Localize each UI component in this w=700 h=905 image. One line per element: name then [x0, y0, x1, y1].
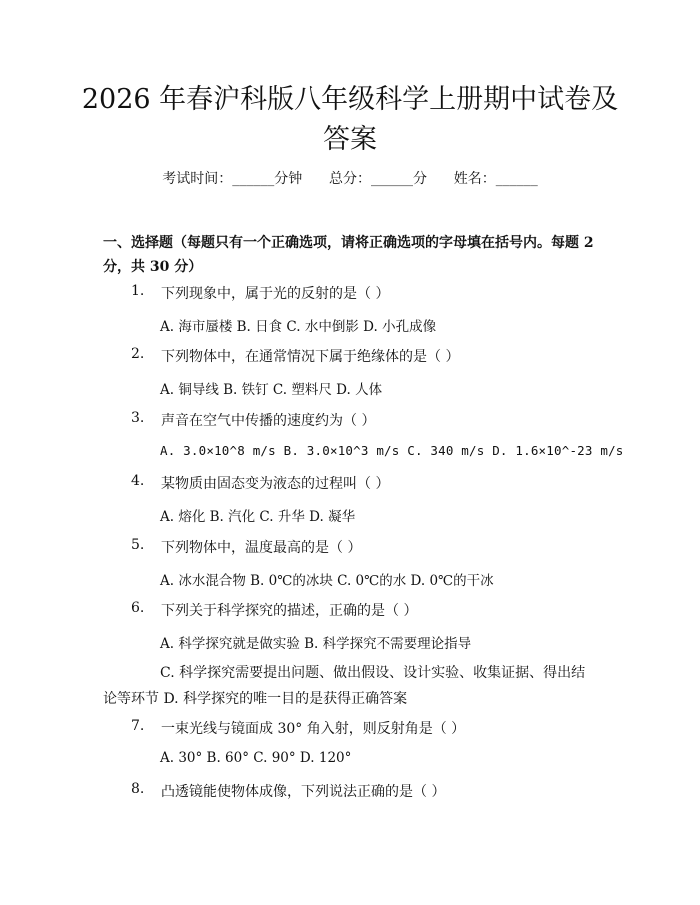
question-number: 3.: [131, 410, 145, 426]
question-stem: 凸透镜能使物体成像，下列说法正确的是（ ）: [161, 784, 446, 800]
question-number: 7.: [131, 718, 145, 734]
question-options-wrapped: C. 科学探究需要提出问题、做出假设、设计实验、收集证据、得出结论等环节 D. 科学探究的唯一目的是获得正确答案: [103, 665, 586, 707]
question-stem: 下列现象中，属于光的反射的是（ ）: [161, 286, 390, 302]
exam-time-field: 考试时间：______分钟: [162, 171, 303, 187]
question-stem: 声音在空气中传播的速度约为（ ）: [161, 413, 376, 429]
exam-meta-line: [0, 168, 700, 188]
question-number: 1.: [131, 283, 145, 299]
question-number: 8.: [131, 781, 145, 797]
student-name-field: 姓名：______: [453, 171, 538, 187]
question-options: A. 熔化 B. 汽化 C. 升华 D. 凝华: [160, 509, 356, 525]
question-number: 6.: [131, 600, 145, 616]
exam-title: 2026 年春沪科版八年级科学上册期中试卷及答案: [81, 84, 619, 155]
question-options: A. 铜导线 B. 铁钉 C. 塑料尺 D. 人体: [160, 382, 383, 398]
section-heading: 一、选择题（每题只有一个正确选项，请将正确选项的字母填在括号内。每题 2 分，共 30 分）: [103, 235, 594, 275]
question-options: A. 海市蜃楼 B. 日食 C. 水中倒影 D. 小孔成像: [160, 319, 437, 335]
question-stem: 下列物体中，温度最高的是（ ）: [161, 540, 362, 556]
question-number: 5.: [131, 537, 145, 553]
question-options: A. 3.0×10^8 m/s B. 3.0×10^3 m/s C. 340 m/s D. 1.6×10^-23 m/s: [160, 443, 624, 458]
question-options: A. 冰水混合物 B. 0℃的冰块 C. 0℃的水 D. 0℃的干冰: [160, 573, 494, 589]
question-number: 4.: [131, 473, 145, 489]
question-stem: 一束光线与镜面成 30° 角入射，则反射角是（ ）: [161, 721, 466, 737]
question-stem: 某物质由固态变为液态的过程叫（ ）: [161, 476, 390, 492]
total-score-field: 总分：______分: [329, 171, 427, 187]
question-options: A. 科学探究就是做实验 B. 科学探究不需要理论指导: [160, 636, 472, 652]
question-stem: 下列物体中，在通常情况下属于绝缘体的是（ ）: [161, 349, 460, 365]
question-number: 2.: [131, 346, 145, 362]
question-stem: 下列关于科学探究的描述，正确的是（ ）: [161, 603, 418, 619]
question-options: A. 30° B. 60° C. 90° D. 120°: [160, 750, 352, 766]
